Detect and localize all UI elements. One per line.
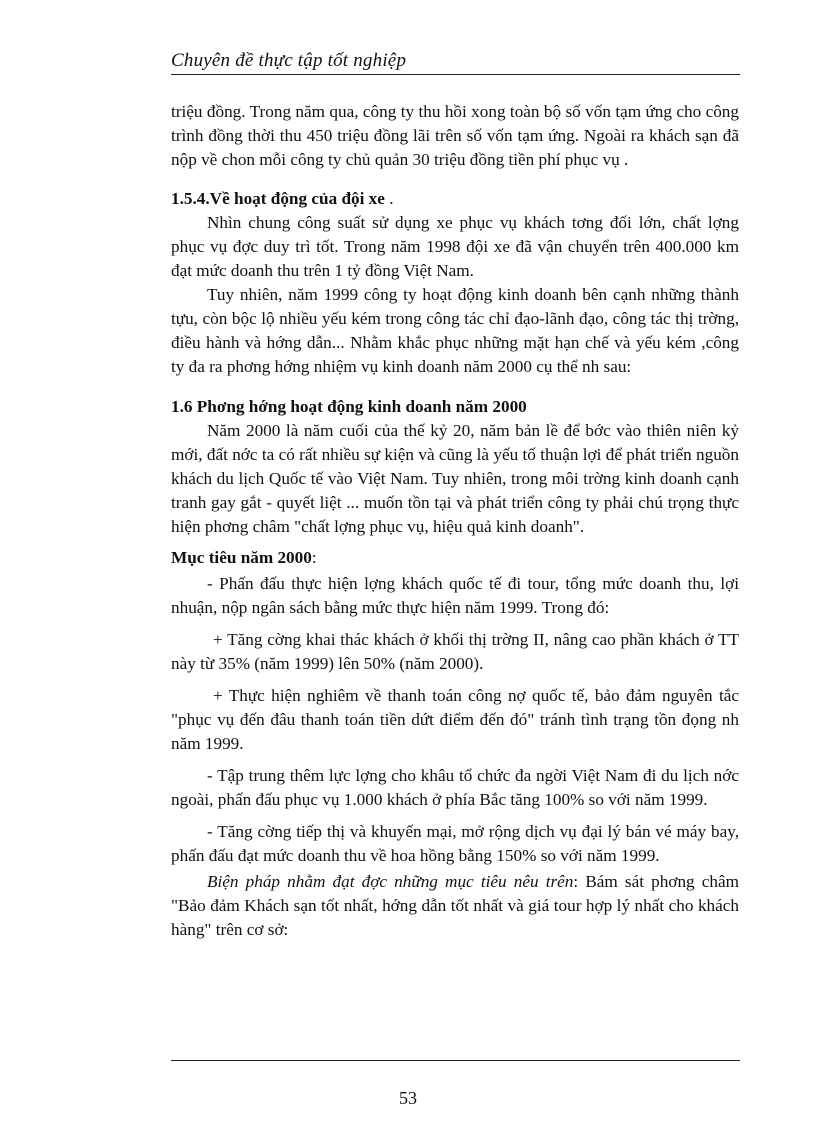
goal-item: + Tăng cờng khai thác khách ở khối thị trờng II, nâng cao phần khách ở TT này từ 35% (năm 1999) lên 50% (năm 2000).	[171, 630, 739, 673]
page-number: 53	[399, 1088, 417, 1108]
goals-heading-text: Mục tiêu năm 2000	[171, 548, 312, 567]
paragraph-weaknesses: Tuy nhiên, năm 1999 công ty hoạt động kinh doanh bên cạnh những thành tựu, còn bộc lộ nhiều yếu kém trong công tác chỉ đạo-lãnh đạo, công tác thị trờng, điều hành và hớng dẫn... Nhằm khắc phục những mặt hạn chế và yếu kém ,công ty đa ra phơng hớng nhiệm vụ kinh doanh năm 2000 cụ thể nh sau:	[171, 285, 739, 376]
header-divider	[171, 74, 740, 75]
paragraph-capital-recovery: triệu đồng. Trong năm qua, công ty thu hồi xong toàn bộ số vốn tạm ứng cho công trình đồng thời thu 450 triệu đồng lãi trên số vốn tạm ứng. Ngoài ra khách sạn đã nộp về chon mỗi công ty chủ quản 30 triệu đồng tiền phí phục vụ .	[171, 102, 739, 169]
goals-heading-colon: :	[311, 548, 317, 567]
goal-item: - Tăng cờng tiếp thị và khuyến mại, mở rộng dịch vụ đại lý bán vé máy bay, phấn đấu đạt mức doanh thu về hoa hồng bằng 150% so với năm 1999.	[171, 822, 739, 865]
goal-item: + Thực hiện nghiêm về thanh toán công nợ quốc tế, bảo đảm nguyên tắc "phục vụ đến đâu thanh toán tiền dứt điểm đến đó" tránh tình trạng tồn đọng nh năm 1999.	[171, 686, 739, 753]
paragraph-measures	[171, 870, 739, 942]
measures-text: : Bám sát phơng châm "Bảo đảm Khách sạn tốt nhất, hớng dẫn tốt nhất và giá tour hợp lý nhất cho khách hàng" trên cơ sở:	[171, 872, 740, 939]
footer-divider	[171, 1060, 740, 1061]
paragraph-fleet-performance: Nhìn chung công suất sử dụng xe phục vụ khách tơng đối lớn, chất lợng phục vụ đợc duy trì tốt. Trong năm 1998 đội xe đã vận chuyển trên 400.000 km đạt mức doanh thu trên 1 tỷ đồng Việt Nam.	[171, 213, 739, 280]
goals-heading	[171, 546, 739, 570]
paragraph-year-2000-context: Năm 2000 là năm cuối của thế kỷ 20, năm bản lề để bớc vào thiên niên kỷ mới, đất nớc ta có rất nhiều sự kiện và cũng là yếu tố thuận lợi để phát triển nguồn khách du lịch Quốc tế vào Việt Nam. Tuy nhiên, trong môi trờng kinh doanh cạnh tranh gay gắt - quyết liệt ... muốn tồn tại và phát triển công ty phải chú trọng thực hiện phơng châm "chất lợng phục vụ, hiệu quả kinh doanh".	[171, 421, 739, 536]
goal-item: - Tập trung thêm lực lợng cho khâu tổ chức đa ngời Việt Nam đi du lịch nớc ngoài, phấn đấu phục vụ 1.000 khách ở phía Bắc tăng 100% so với năm 1999.	[171, 766, 739, 809]
goal-item: - Phấn đấu thực hiện lợng khách quốc tế đi tour, tổng mức doanh thu, lợi nhuận, nộp ngân sách bằng mức thực hiện năm 1999. Trong đó:	[171, 574, 739, 617]
section-heading-vehicle-fleet	[171, 187, 739, 211]
section-heading-tail: .	[384, 189, 394, 208]
section-heading-business-direction: 1.6 Phơng hớng hoạt động kinh doanh năm 2000	[171, 397, 527, 416]
measures-lead: Biện pháp nhằm đạt đợc những mục tiêu nêu trên	[207, 872, 574, 891]
section-heading-text: 1.5.4.Về hoạt động của đội xe	[171, 189, 385, 208]
page-body	[171, 100, 739, 942]
running-header: Chuyên đề thực tập tốt nghiệp	[171, 50, 407, 71]
